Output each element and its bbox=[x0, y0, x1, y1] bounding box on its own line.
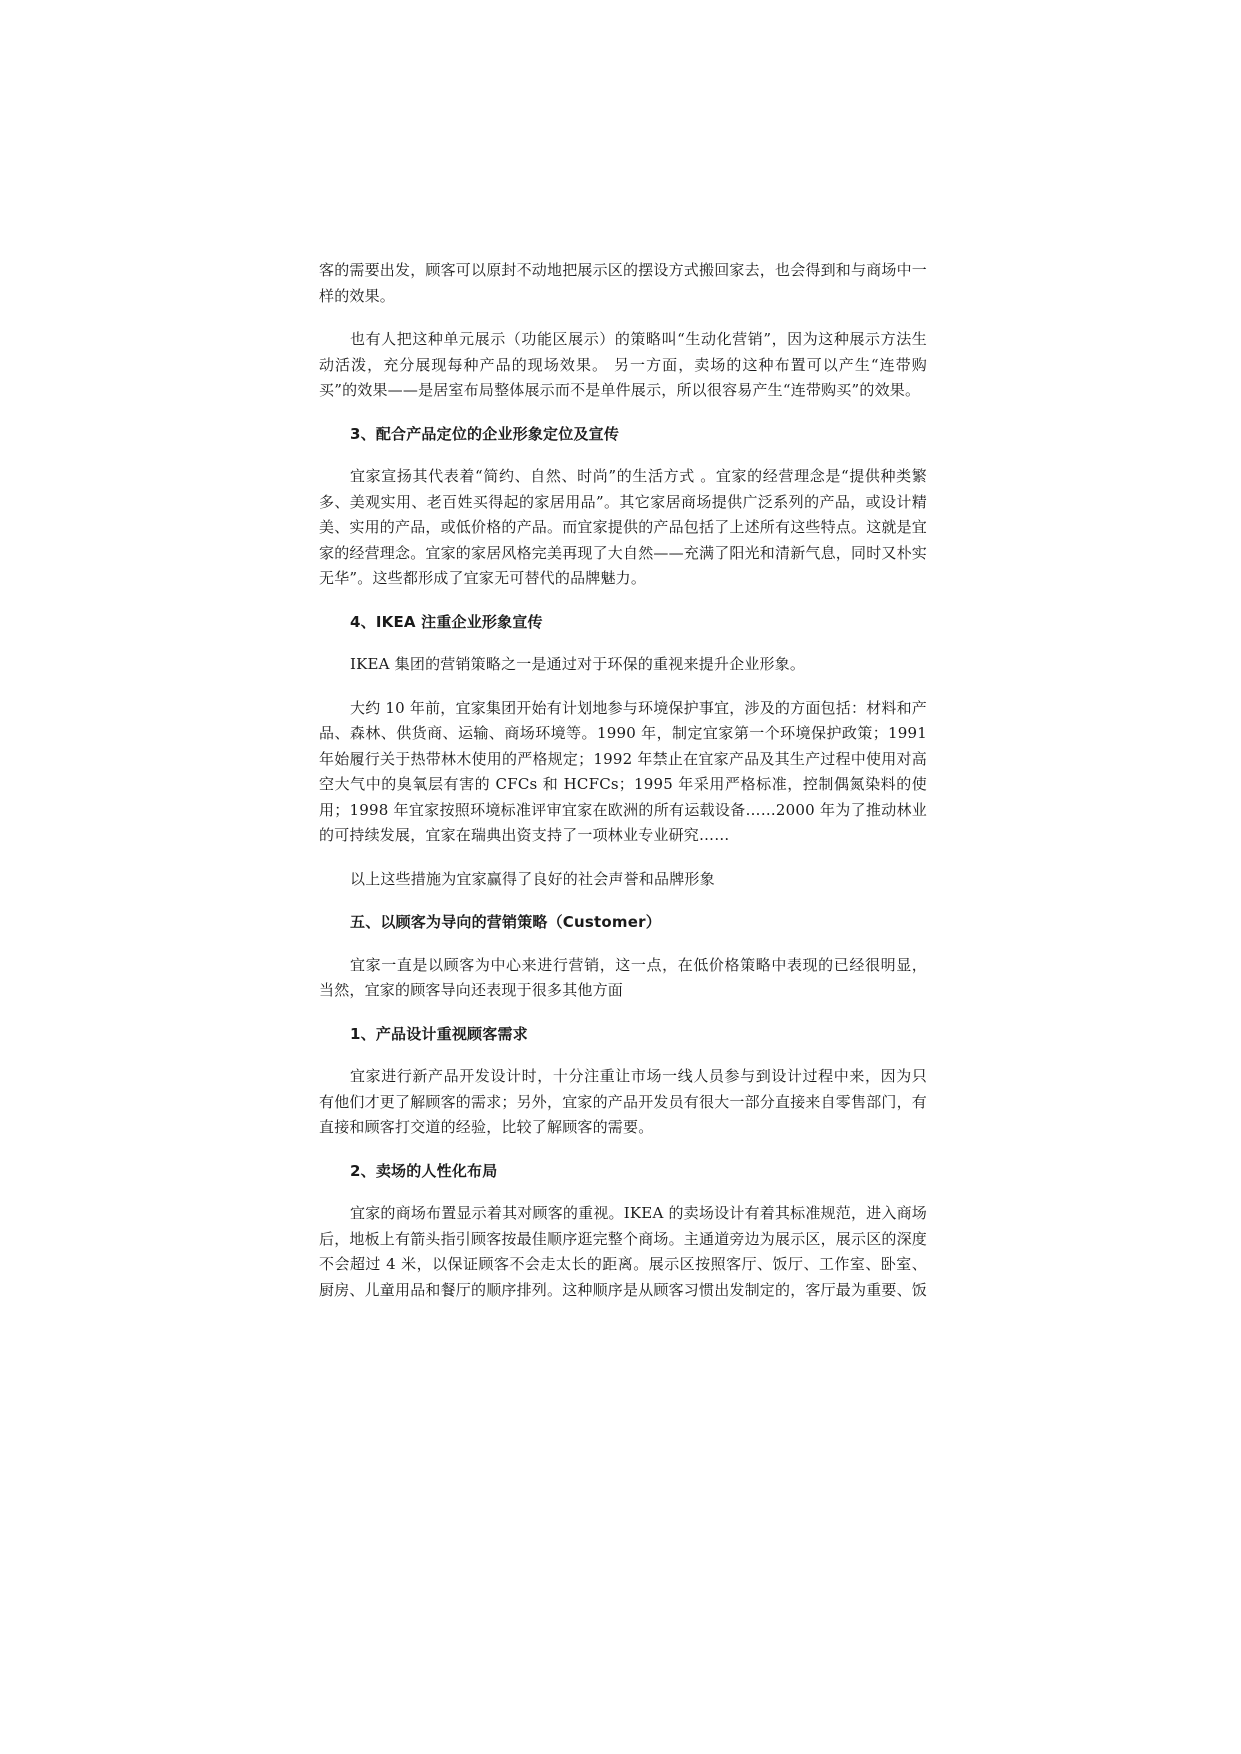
section-heading: 3、配合产品定位的企业形象定位及宣传 bbox=[350, 424, 620, 443]
section-heading: 1、产品设计重视顾客需求 bbox=[350, 1024, 528, 1043]
section-heading: 2、卖场的人性化布局 bbox=[350, 1161, 498, 1180]
document-page bbox=[319, 258, 927, 1303]
chapter-heading: 五、以顾客为导向的营销策略（Customer） bbox=[350, 913, 661, 931]
body-paragraph: 宜家宣扬其代表着“简约、自然、时尚”的生活方式 。宜家的经营理念是“提供种类繁多、美观实用、老百姓买得起的家居用品”。其它家居商场提供广泛系列的产品，或设计精美、实用的产品，或低价格的产品。而宜家提供的产品包括了上述所有这些特点。这就是宜家的经营理念。宜家的家居风格完美再现了大自然——充满了阳光和清新气息，同时又朴实无华”。这些都形成了宜家无可替代的品牌魅力。 bbox=[319, 467, 928, 587]
body-paragraph: 宜家的商场布置显示着其对顾客的重视。IKEA 的卖场设计有着其标准规范，进入商场后，地板上有箭头指引顾客按最佳顺序逛完整个商场。主通道旁边为展示区，展示区的深度不会超过 4 米，以保证顾客不会走太长的距离。展示区按照客厅、饭厅、工作室、卧室、厨房、儿童用品和餐厅的顺序排列。这种顺序是从顾客习惯出发制定的，客厅最为重要、饭 bbox=[319, 1204, 928, 1299]
section-heading: 4、IKEA 注重企业形象宣传 bbox=[350, 612, 543, 631]
body-paragraph: IKEA 集团的营销策略之一是通过对于环保的重视来提升企业形象。 bbox=[350, 655, 806, 673]
body-paragraph: 宜家一直是以顾客为中心来进行营销，这一点，在低价格策略中表现的已经很明显，当然，宜家的顾客导向还表现于很多其他方面 bbox=[319, 955, 927, 999]
body-paragraph: 宜家进行新产品开发设计时，十分注重让市场一线人员参与到设计过程中来，因为只有他们才更了解顾客的需求；另外，宜家的产品开发员有很大一部分直接来自零售部门，有直接和顾客打交道的经验，比较了解顾客的需要。 bbox=[319, 1067, 928, 1136]
body-paragraph: 也有人把这种单元展示（功能区展示）的策略叫“生动化营销”，因为这种展示方法生动活泼，充分展现每种产品的现场效果。 另一方面，卖场的这种布置可以产生“连带购买”的效果——是居室布局整体展示而不是单件展示，所以很容易产生“连带购买”的效果。 bbox=[319, 330, 927, 399]
body-paragraph: 大约 10 年前，宜家集团开始有计划地参与环境保护事宜，涉及的方面包括：材料和产品、森林、供货商、运输、商场环境等。1990 年，制定宜家第一个环境保护政策；1991年始履行关于热带林木使用的严格规定；1992 年禁止在宜家产品及其生产过程中使用对高空大气中的臭氧层有害的 CFCs 和 HCFCs；1995 年采用严格标准，控制偶氮染料的使用；1998 年宜家按照环境标准评审宜家在欧洲的所有运载设备……2000 年为了推动林业的可持续发展，宜家在瑞典出资支持了一项林业专业研究…… bbox=[319, 698, 927, 844]
body-paragraph: 客的需要出发，顾客可以原封不动地把展示区的摆设方式搬回家去，也会得到和与商场中一样的效果。 bbox=[319, 261, 928, 305]
body-paragraph: 以上这些措施为宜家赢得了良好的社会声誉和品牌形象 bbox=[350, 869, 715, 888]
